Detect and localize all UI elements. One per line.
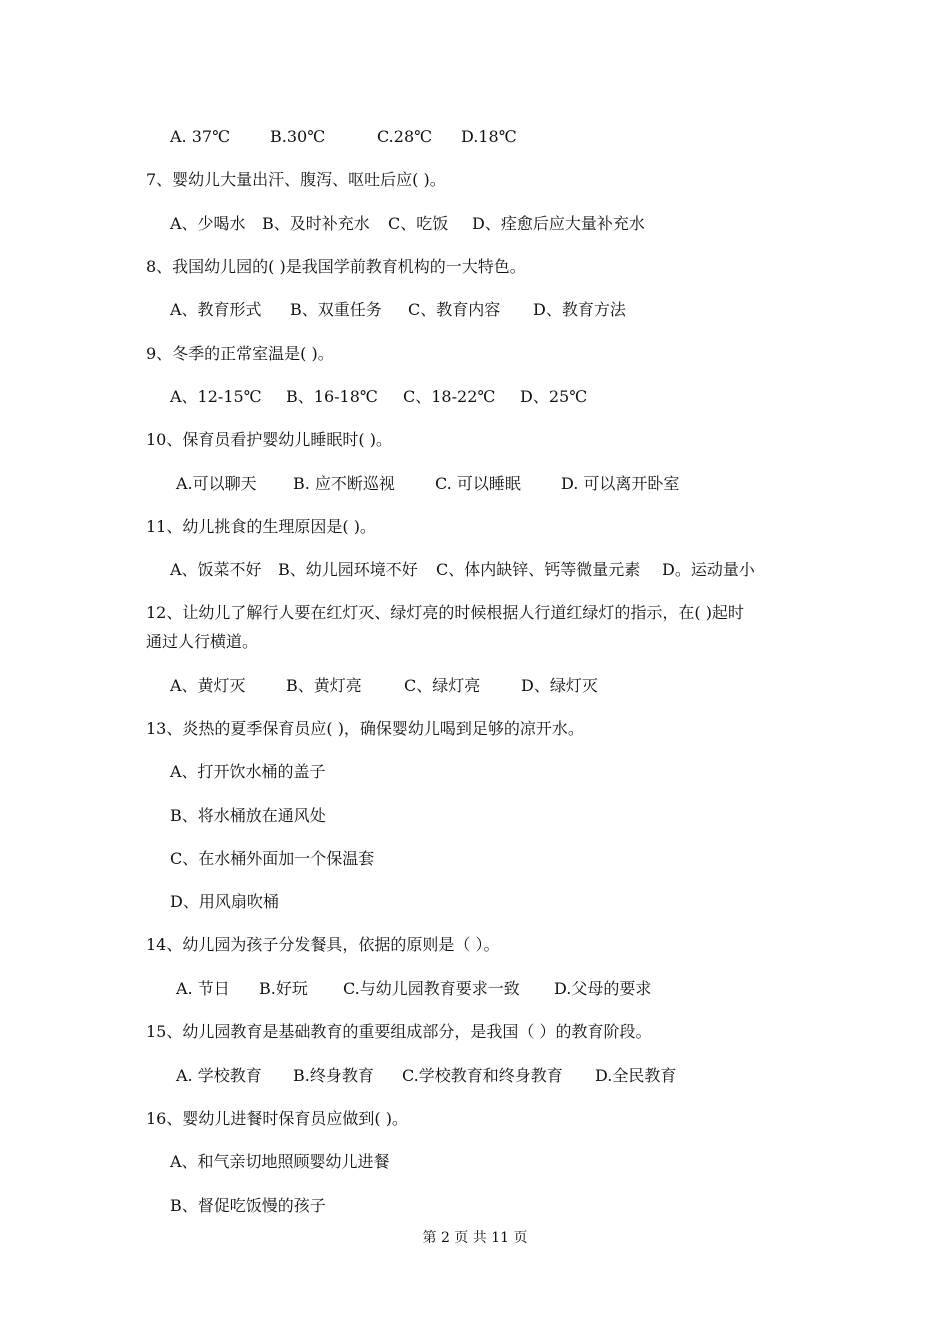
option-c: C. 可以睡眠 [435,474,521,493]
question-11: 11、幼儿挑食的生理原因是( )。 [146,517,376,536]
option-c: C.28℃ [377,127,433,146]
option-a: A、少喝水 [170,214,246,233]
option-b: B.30℃ [270,127,326,146]
question-9: 9、冬季的正常室温是( )。 [146,344,334,363]
option-d: D.全民教育 [595,1066,677,1085]
option-c: C、体内缺锌、钙等微量元素 [436,560,641,579]
question-11-options [0,558,755,582]
question-12-options [0,674,598,698]
option-c: C、18-22℃ [403,387,496,406]
option-b: B、16-18℃ [286,387,378,406]
question-16-option-a: A、和气亲切地照顾婴幼儿进餐 [170,1152,390,1171]
question-6-options [0,125,517,149]
question-9-options [0,385,587,409]
option-b: B、黄灯亮 [286,676,362,695]
question-16: 16、婴幼儿进餐时保育员应做到( )。 [146,1109,408,1128]
option-a: A、饭菜不好 [170,560,262,579]
question-7: 7、婴幼儿大量出汗、腹泻、呕吐后应( )。 [146,170,446,189]
question-13-option-a: A、打开饮水桶的盖子 [170,762,326,781]
option-c: C.与幼儿园教育要求一致 [343,979,520,998]
option-a: A、12-15℃ [170,387,262,406]
option-a: A. 学校教育 [176,1066,262,1085]
question-14: 14、幼儿园为孩子分发餐具，依据的原则是（ ）。 [146,935,500,954]
option-b: B、双重任务 [290,300,382,319]
option-b: B、幼儿园环境不好 [278,560,418,579]
question-13-option-d: D、用风扇吹桶 [170,892,279,911]
question-16-option-b: B、督促吃饭慢的孩子 [170,1196,326,1215]
option-d: D。运动量小 [662,560,755,579]
option-b: B. 应不断巡视 [293,474,395,493]
question-8-options [0,298,626,322]
option-a: A、黄灯灭 [170,676,246,695]
option-a: A. 节日 [176,979,230,998]
option-c: C、绿灯亮 [404,676,481,695]
question-8: 8、我国幼儿园的( )是我国学前教育机构的一大特色。 [146,257,526,276]
question-15-options [0,1064,676,1088]
option-d: D、痊愈后应大量补充水 [472,214,645,233]
option-d: D、25℃ [520,387,588,406]
question-12-line-2: 通过人行横道。 [146,632,259,651]
option-d: D.父母的要求 [554,979,652,998]
option-b: B、及时补充水 [262,214,370,233]
option-c: C、吃饭 [388,214,449,233]
option-d: D. 可以离开卧室 [561,474,680,493]
option-a: A、教育形式 [170,300,262,319]
option-c: C.学校教育和终身教育 [402,1066,563,1085]
question-12-line-1: 12、让幼儿了解行人要在红灯灭、绿灯亮的时候根据人行道红绿灯的指示，在( )起时 [146,603,744,622]
page-number-footer: 第 2 页 共 11 页 [422,1230,528,1246]
option-b: B.终身教育 [293,1066,374,1085]
option-b: B.好玩 [259,979,308,998]
question-13: 13、炎热的夏季保育员应( )，确保婴幼儿喝到足够的凉开水。 [146,719,584,738]
option-a: A. 37℃ [170,127,230,146]
question-15: 15、幼儿园教育是基础教育的重要组成部分，是我国（ ）的教育阶段。 [146,1022,652,1041]
option-d: D.18℃ [461,127,517,146]
question-10: 10、保育员看护婴幼儿睡眠时( )。 [146,430,392,449]
question-13-option-c: C、在水桶外面加一个保温套 [170,849,375,868]
question-7-options [0,212,645,236]
question-10-options [0,472,679,496]
question-13-option-b: B、将水桶放在通风处 [170,806,326,825]
question-14-options [0,977,651,1001]
option-d: D、教育方法 [533,300,626,319]
option-c: C、教育内容 [408,300,501,319]
option-d: D、绿灯灭 [521,676,598,695]
option-a: A.可以聊天 [176,474,257,493]
